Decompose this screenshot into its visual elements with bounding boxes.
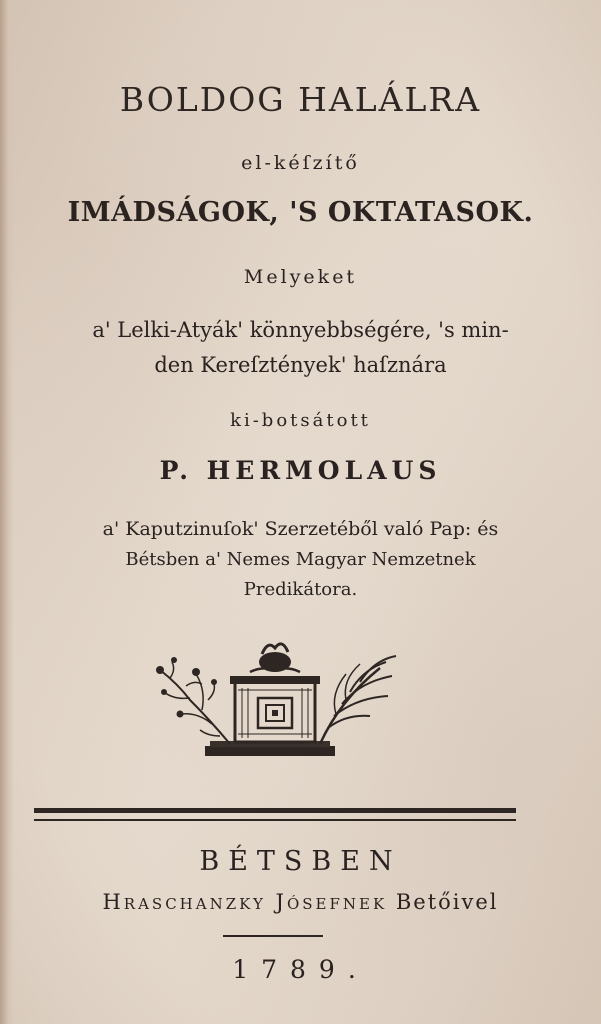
dedication-line-2: den Kereſztények' haſznára <box>154 353 447 377</box>
imprint-printer <box>0 890 601 914</box>
author-description-line-2: Bétsben a' Nemes Magyar Nemzetnek <box>125 549 476 570</box>
book-title: BOLDOG HALÁLRA <box>119 80 482 119</box>
dedication-line-1: a' Lelki-Atyák' könnyebbségére, 's min- <box>92 318 509 342</box>
divider-rule-thick <box>34 808 516 813</box>
imprint-year: 1789. <box>232 955 369 984</box>
which-word: Melyeket <box>243 266 358 288</box>
book-subtitle: el-kéſzítő <box>241 152 360 174</box>
altar-with-plants-ornament-icon <box>150 640 405 765</box>
author-description-line-1: a' Kaputzinuſok' Szerzetéből való Pap: és <box>102 518 499 540</box>
book-title-secondary: IMÁDSÁGOK, 'S OKTATASOK. <box>67 197 534 228</box>
author-name: P. HERMOLAUS <box>159 456 442 485</box>
divider-rule-thin <box>34 819 516 821</box>
divider-rule-short <box>223 935 323 937</box>
imprint-city: BÉTSBEN <box>199 846 402 877</box>
author-description-line-3: Predikátora. <box>243 579 358 600</box>
printer-name: Hraschanzky Jósefnek <box>102 890 388 914</box>
printer-suffix: Betőivel <box>395 890 499 914</box>
issued-word: ki-botsátott <box>230 410 371 431</box>
